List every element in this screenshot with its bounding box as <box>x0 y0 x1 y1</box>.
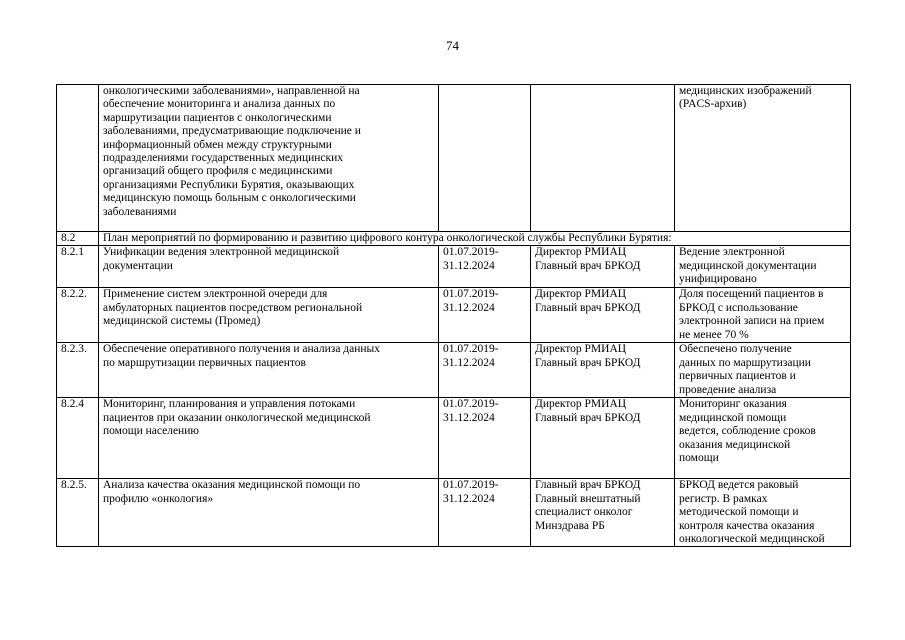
table-row <box>57 343 851 398</box>
cell-term: 01.07.2019- 31.12.2024 <box>439 343 531 398</box>
section-row <box>57 232 851 246</box>
cell-result: Доля посещений пациентов в БРКОД с использование электронной записи на прием не менее 70 % <box>675 288 851 343</box>
cell-number <box>57 85 99 232</box>
cell-responsible: Директор РМИАЦ Главный врач БРКОД <box>531 343 675 398</box>
table-row <box>57 288 851 343</box>
table-row <box>57 398 851 479</box>
cell-name: онкологическими заболеваниями», направленной на обеспечение мониторинга и анализа данных по маршрутизации пациентов с онкологическими заболеваниями, предусматривающие подключение и информационный обмен между структурными подразделениями государственных медицинских организаций общего профиля с медицинскими организациями Республики Бурятия, оказывающих медицинскую помощь больным с онкологическими заболеваниями <box>99 85 439 232</box>
cell-responsible: Директор РМИАЦ Главный врач БРКОД <box>531 246 675 288</box>
section-title: План мероприятий по формированию и развитию цифрового контура онкологической службы Республики Бурятия: <box>99 232 851 246</box>
cell-name: Применение систем электронной очереди для амбулаторных пациентов посредством региональной медицинской системы (Промед) <box>99 288 439 343</box>
cell-number: 8.2.4 <box>57 398 99 479</box>
cell-term <box>439 85 531 232</box>
cell-term: 01.07.2019- 31.12.2024 <box>439 398 531 479</box>
table-row <box>57 479 851 547</box>
cell-responsible: Директор РМИАЦ Главный врач БРКОД <box>531 288 675 343</box>
page-number: 74 <box>446 38 459 53</box>
cell-number: 8.2.1 <box>57 246 99 288</box>
cell-term: 01.07.2019- 31.12.2024 <box>439 479 531 547</box>
cell-term: 01.07.2019- 31.12.2024 <box>439 288 531 343</box>
cell-responsible: Главный врач БРКОД Главный внештатный специалист онколог Минздрава РБ <box>531 479 675 547</box>
cell-result: медицинских изображений (PACS-архив) <box>675 85 851 232</box>
table-row <box>57 246 851 288</box>
cell-responsible <box>531 85 675 232</box>
section-number: 8.2 <box>57 232 99 246</box>
cell-result: БРКОД ведется раковый регистр. В рамках методической помощи и контроля качества оказания онкологической медицинской <box>675 479 851 547</box>
cell-result: Обеспечено получение данных по маршрутизации первичных пациентов и проведение анализа <box>675 343 851 398</box>
table-row-continuation <box>57 85 851 232</box>
cell-result: Мониторинг оказания медицинской помощи ведется, соблюдение сроков оказания медицинской помощи <box>675 398 851 479</box>
cell-name: Унификации ведения электронной медицинской документации <box>99 246 439 288</box>
action-plan-table <box>56 84 851 547</box>
cell-number: 8.2.5. <box>57 479 99 547</box>
cell-name: Обеспечение оперативного получения и анализа данных по маршрутизации первичных пациентов <box>99 343 439 398</box>
cell-name: Мониторинг, планирования и управления потоками пациентов при оказании онкологической медицинской помощи населению <box>99 398 439 479</box>
cell-name: Анализа качества оказания медицинской помощи по профилю «онкология» <box>99 479 439 547</box>
cell-term: 01.07.2019- 31.12.2024 <box>439 246 531 288</box>
cell-responsible: Директор РМИАЦ Главный врач БРКОД <box>531 398 675 479</box>
cell-number: 8.2.3. <box>57 343 99 398</box>
cell-number: 8.2.2. <box>57 288 99 343</box>
cell-result: Ведение электронной медицинской документации унифицировано <box>675 246 851 288</box>
